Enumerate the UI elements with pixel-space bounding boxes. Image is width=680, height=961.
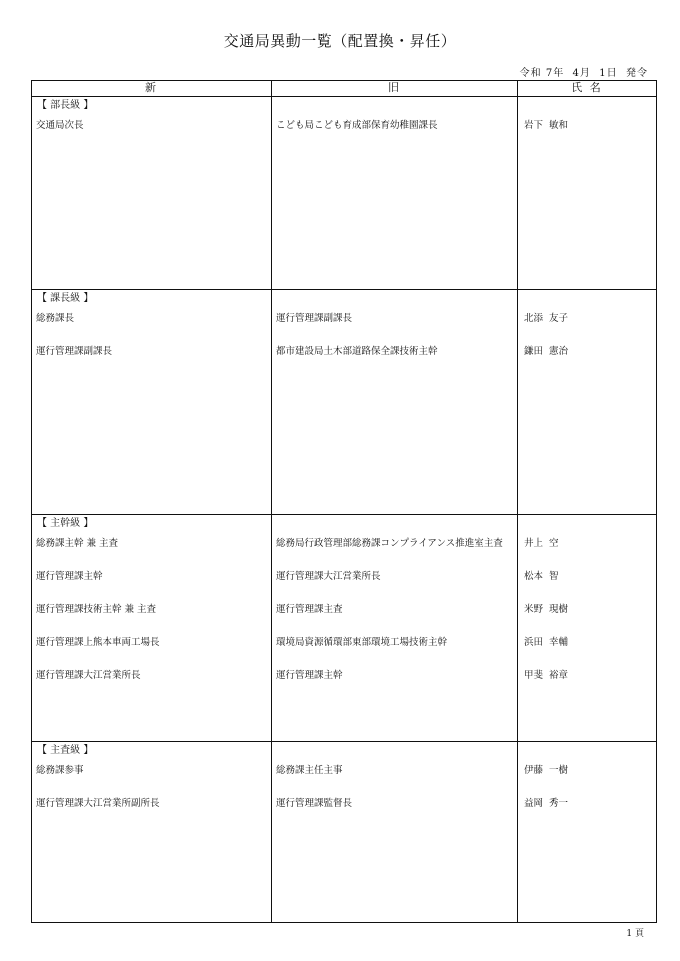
section-old-cell — [272, 742, 518, 923]
new-position: 総務課主幹 兼 主査 — [36, 538, 119, 549]
old-position: 運行管理課大江営業所長 — [276, 571, 381, 582]
level-label: 【 主幹級 】 — [37, 518, 94, 529]
old-position: 総務局行政管理部総務課コンプライアンス推進室主査 — [276, 538, 503, 549]
section-new-cell — [32, 97, 272, 290]
old-position: 環境局資源循環部東部環境工場技術主幹 — [276, 637, 448, 648]
section-name-cell — [518, 515, 657, 742]
person-name: 浜田 幸輔 — [524, 637, 569, 648]
old-position: 都市建設局土木部道路保全課技術主幹 — [276, 345, 438, 357]
old-position: 運行管理課主幹 — [276, 670, 343, 681]
page-number: 1 頁 — [626, 929, 644, 939]
section-old-cell — [272, 97, 518, 290]
section-name-cell — [518, 742, 657, 923]
section-kacho — [32, 289, 657, 514]
section-old-cell — [272, 289, 518, 514]
person-name: 益岡 秀一 — [524, 798, 569, 810]
new-position: 運行管理課上熊本車両工場長 — [36, 637, 160, 648]
issue-date: 令和 7年 4月 1日 発令 — [519, 68, 648, 79]
new-position: 運行管理課大江営業所副所長 — [36, 798, 160, 810]
new-position: 総務課参事 — [36, 765, 84, 777]
old-position: こども局こども育成部保育幼稚園課長 — [276, 120, 438, 131]
old-position: 運行管理課監督長 — [276, 798, 353, 810]
new-position: 運行管理課主幹 — [36, 571, 103, 582]
new-position: 運行管理課技術主幹 兼 主査 — [36, 604, 157, 615]
level-label: 【 主査級 】 — [37, 745, 94, 757]
section-new-cell — [32, 742, 272, 923]
person-name: 伊藤 一樹 — [524, 765, 569, 777]
section-new-cell — [32, 289, 272, 514]
old-position: 総務課主任主事 — [276, 765, 343, 777]
new-position: 交通局次長 — [36, 120, 84, 131]
section-name-cell — [518, 97, 657, 290]
personnel-table — [31, 80, 657, 923]
section-name-cell — [518, 289, 657, 514]
level-label: 【 課長級 】 — [37, 292, 94, 304]
person-name: 北添 友子 — [524, 312, 569, 324]
new-position: 運行管理課大江営業所長 — [36, 670, 141, 681]
section-old-cell — [272, 515, 518, 742]
person-name: 鎌田 憲治 — [524, 345, 569, 357]
person-name: 甲斐 裕章 — [524, 670, 569, 681]
person-name: 岩下 敏和 — [524, 120, 569, 131]
header-new: 新 — [32, 81, 272, 97]
old-position: 運行管理課主査 — [276, 604, 343, 615]
section-shusa — [32, 742, 657, 923]
person-name: 米野 現樹 — [524, 604, 569, 615]
person-name: 松本 智 — [524, 571, 559, 582]
page-title: 交通局異動一覧（配置換・昇任） — [223, 32, 457, 50]
level-label: 【 部長級 】 — [37, 100, 94, 111]
section-bucho — [32, 97, 657, 290]
header-name: 氏 名 — [518, 81, 657, 97]
new-position: 運行管理課副課長 — [36, 345, 113, 357]
section-new-cell — [32, 515, 272, 742]
header-old: 旧 — [272, 81, 518, 97]
section-shukan — [32, 515, 657, 742]
new-position: 総務課長 — [36, 312, 75, 324]
person-name: 井上 空 — [524, 538, 559, 549]
header-row — [32, 81, 657, 97]
old-position: 運行管理課副課長 — [276, 312, 353, 324]
